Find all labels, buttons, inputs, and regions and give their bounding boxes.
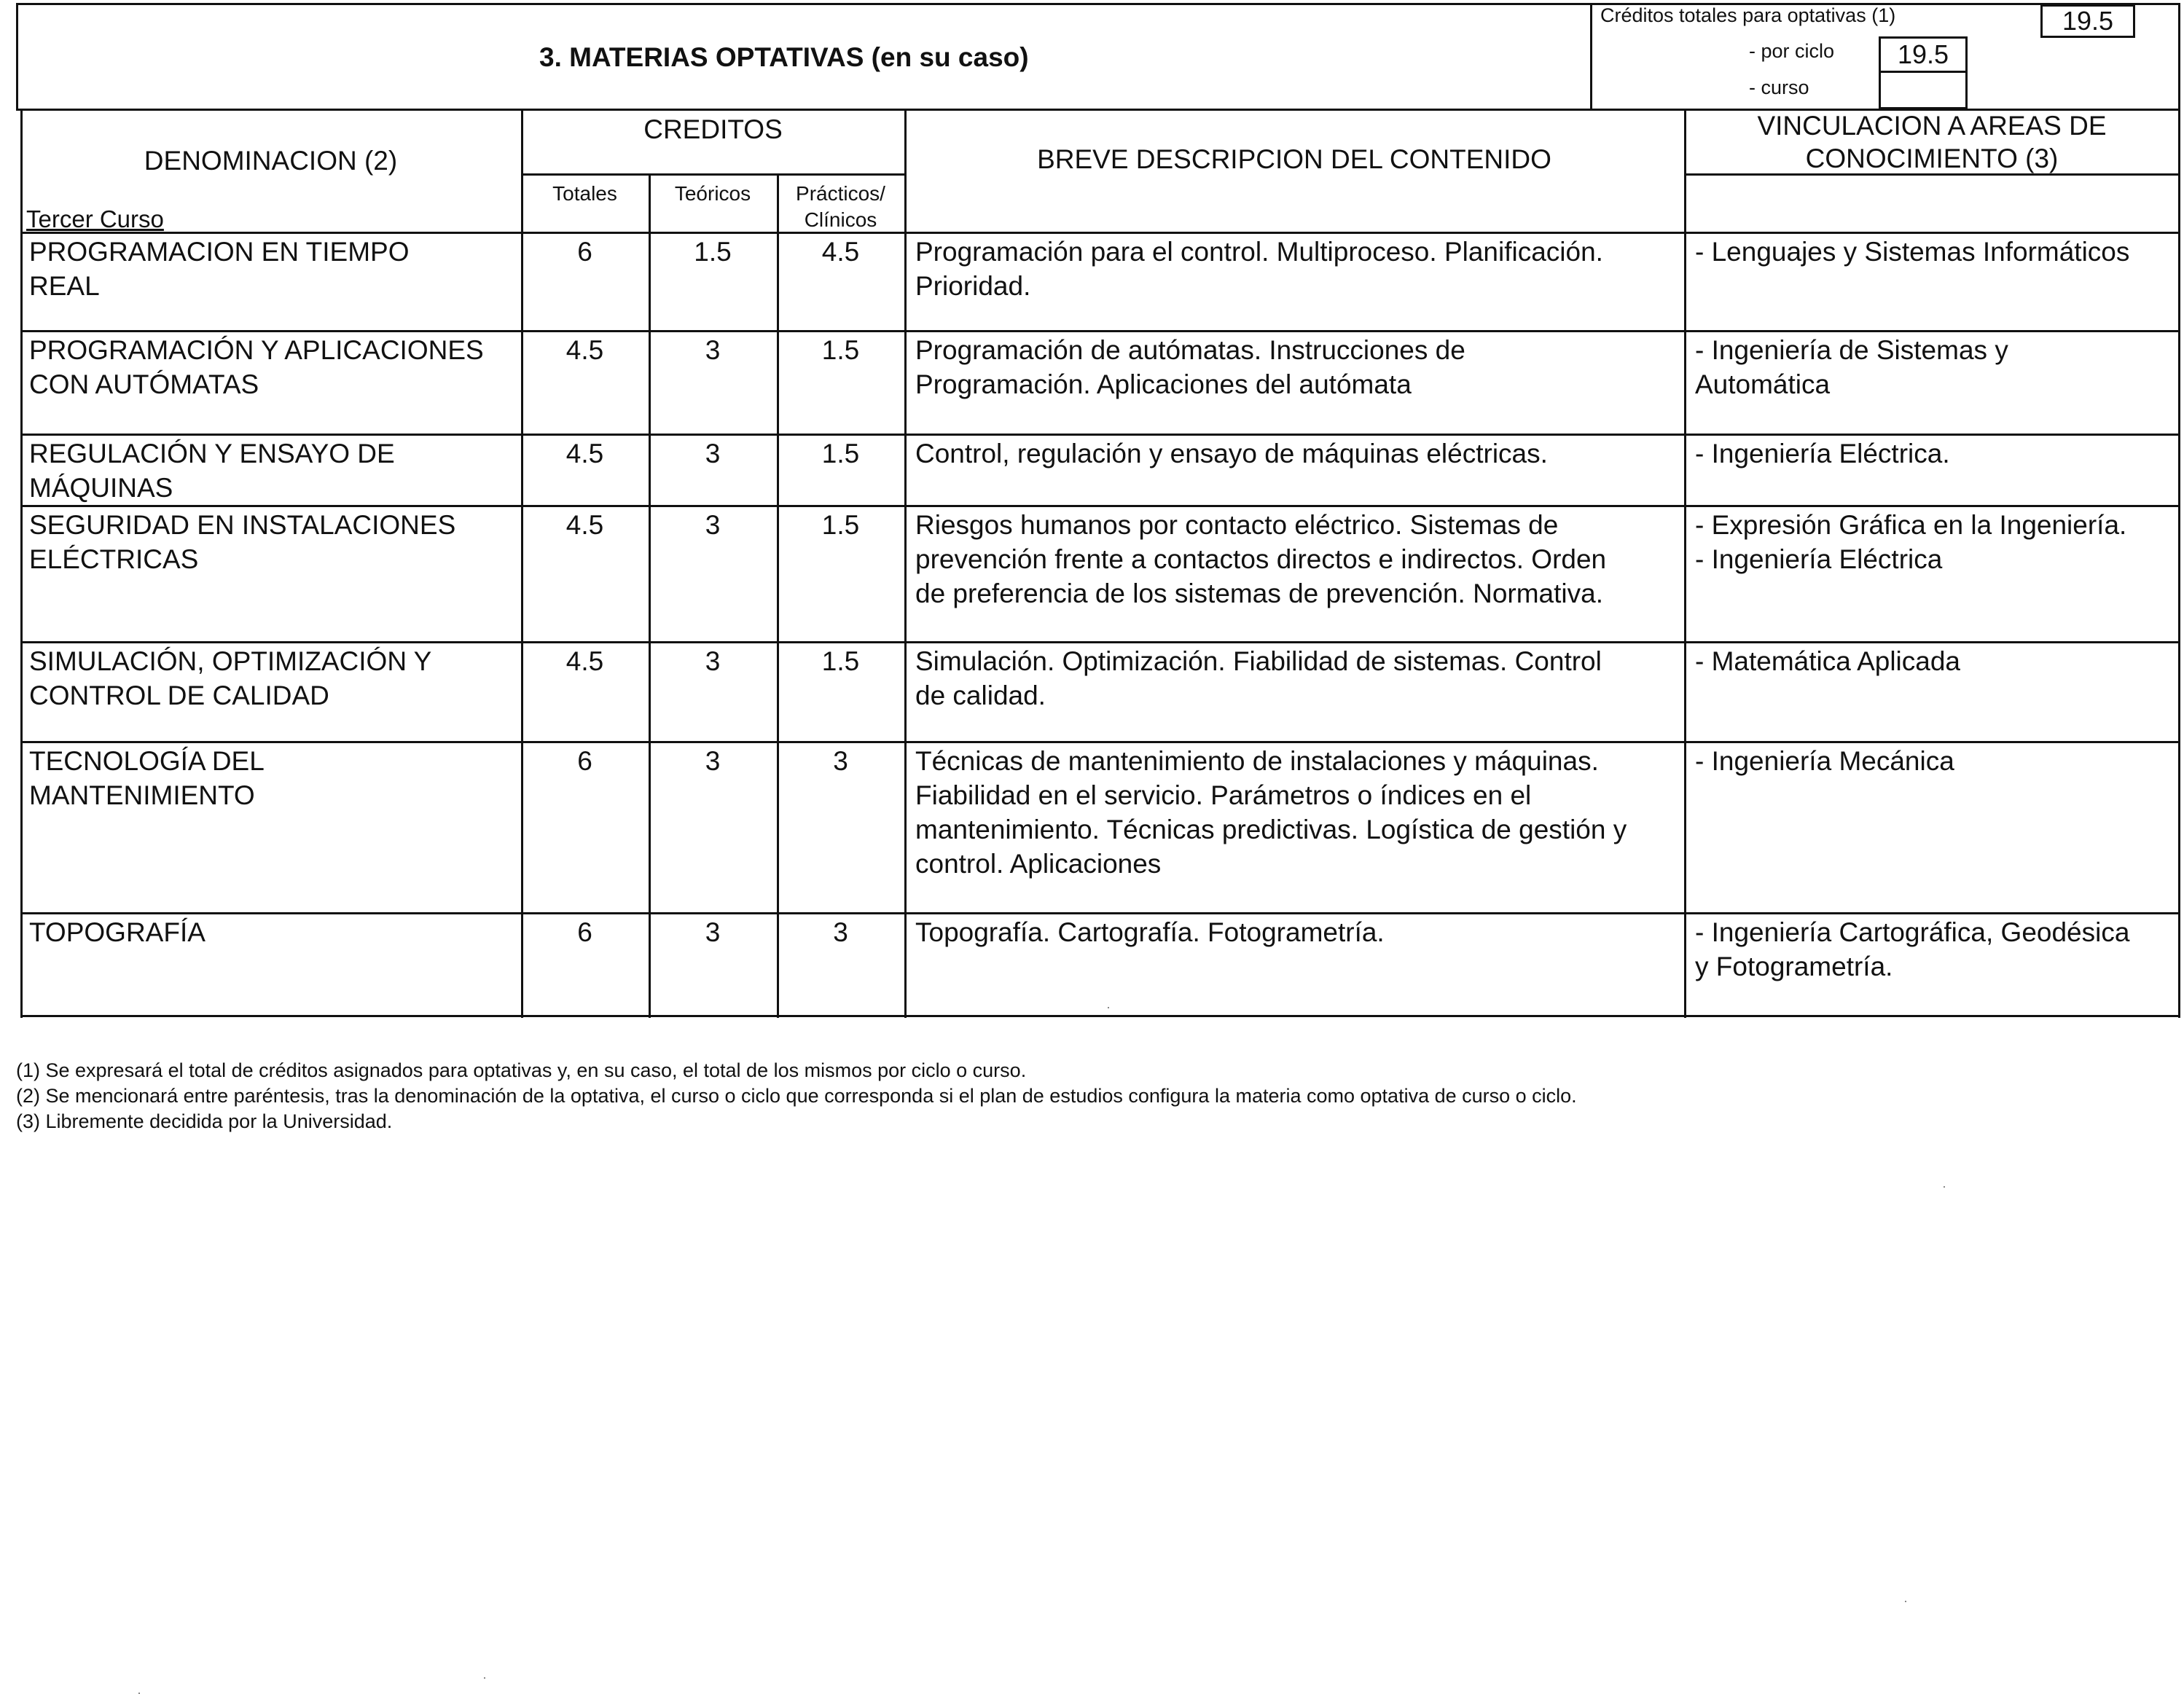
row-knowledge-areas	[1695, 915, 2176, 984]
per-course-label: - curso	[1749, 77, 1809, 98]
row-description	[915, 333, 1680, 401]
row-description	[915, 744, 1680, 881]
credits-total-value: 19.5	[2040, 4, 2135, 38]
row-name-line: ELÉCTRICAS	[29, 544, 199, 574]
row-knowledge-area-line: - Ingeniería Eléctrica	[1695, 544, 1943, 574]
footnote-1: (1) Se expresará el total de créditos asignados para optativas y, en su caso, el total de los mismos por ciclo o curso.	[16, 1059, 1027, 1081]
col-header-denominacion: DENOMINACION (2)	[144, 146, 398, 176]
row-description	[915, 436, 1680, 471]
row-name	[29, 644, 517, 713]
row-name-line: REAL	[29, 271, 100, 301]
row-description-line: Programación para el control. Multiproceso. Planificación.	[915, 237, 1603, 267]
row-description	[915, 508, 1680, 611]
row-knowledge-areas	[1695, 508, 2176, 576]
row-credits-totales: 4.5	[565, 510, 604, 540]
row-description-line: Programación de autómatas. Instrucciones de	[915, 335, 1465, 365]
row-description-line: control. Aplicaciones	[915, 849, 1162, 879]
row-knowledge-area-line: - Ingeniería Mecánica	[1695, 746, 1954, 776]
row-description	[915, 915, 1680, 949]
per-cycle-label: - por ciclo	[1749, 40, 1835, 62]
row-credits-teoricos: 3	[705, 746, 721, 776]
row-credits-totales: 4.5	[565, 646, 604, 676]
row-credits-practicos: 3	[833, 917, 848, 947]
row-description	[915, 235, 1680, 303]
row-credits-totales: 4.5	[565, 335, 604, 365]
row-name-line: PROGRAMACION EN TIEMPO	[29, 237, 410, 267]
footnote-2: (2) Se mencionará entre paréntesis, tras la denominación de la optativa, el curso o ciclo que corresponda si el plan de estudios configura la materia como optativa de curso o ciclo.	[16, 1085, 1577, 1107]
row-name-line: CONTROL DE CALIDAD	[29, 681, 329, 710]
row-description-line: prevención frente a contactos directos e indirectos. Orden	[915, 544, 1607, 574]
credits-total-label: Créditos totales para optativas (1)	[1600, 4, 1896, 26]
row-name	[29, 915, 517, 949]
row-description-line: Control, regulación y ensayo de máquinas eléctricas.	[915, 439, 1548, 468]
row-credits-practicos: 4.5	[821, 237, 860, 267]
row-name	[29, 508, 517, 576]
per-cycle-value: 19.5	[1879, 36, 1968, 73]
col-header-practicos-line2: Clínicos	[804, 208, 877, 231]
row-name-line: TECNOLOGÍA DEL	[29, 746, 265, 776]
per-course-value	[1879, 71, 1968, 109]
col-header-vinculacion-line1: VINCULACION A AREAS DE	[1757, 111, 2107, 141]
col-header-teoricos: Teóricos	[674, 182, 751, 205]
row-knowledge-area-line: - Expresión Gráfica en la Ingeniería.	[1695, 510, 2127, 540]
row-credits-teoricos: 1.5	[694, 237, 732, 267]
row-description-line: mantenimiento. Técnicas predictivas. Logística de gestión y	[915, 815, 1627, 844]
row-name-line: TOPOGRAFÍA	[29, 917, 206, 947]
row-knowledge-areas	[1695, 744, 2176, 778]
row-credits-totales: 4.5	[565, 439, 604, 468]
row-description-line: Prioridad.	[915, 271, 1031, 301]
row-credits-teoricos: 3	[705, 646, 721, 676]
col-header-practicos-line1: Prácticos/	[796, 182, 885, 205]
row-credits-practicos: 1.5	[821, 510, 860, 540]
row-knowledge-areas	[1695, 333, 2176, 401]
row-description-line: Fiabilidad en el servicio. Parámetros o índices en el	[915, 780, 1532, 810]
page-title: 3. MATERIAS OPTATIVAS (en su caso)	[539, 42, 1029, 72]
col-header-totales: Totales	[552, 182, 617, 205]
row-credits-teoricos: 3	[705, 335, 721, 365]
row-name	[29, 333, 517, 401]
col-header-descripcion: BREVE DESCRIPCION DEL CONTENIDO	[1037, 144, 1551, 174]
row-credits-practicos: 1.5	[821, 439, 860, 468]
row-description-line: Topografía. Cartografía. Fotogrametría.	[915, 917, 1385, 947]
row-credits-practicos: 1.5	[821, 646, 860, 676]
row-credits-totales: 6	[577, 917, 592, 947]
col-header-vinculacion	[1684, 109, 2180, 175]
row-credits-totales: 6	[577, 746, 592, 776]
row-name	[29, 235, 517, 303]
row-name-line: MÁQUINAS	[29, 473, 173, 503]
row-knowledge-area-line: - Ingeniería Eléctrica.	[1695, 439, 1950, 468]
row-knowledge-area-line: y Fotogrametría.	[1695, 952, 1893, 981]
row-knowledge-area-line: - Lenguajes y Sistemas Informáticos	[1695, 237, 2130, 267]
footnote-3: (3) Libremente decidida por la Universidad.	[16, 1110, 393, 1132]
course-label: Tercer Curso	[26, 205, 164, 232]
row-name	[29, 744, 517, 812]
row-name-line: SIMULACIÓN, OPTIMIZACIÓN Y	[29, 646, 432, 676]
row-credits-practicos: 1.5	[821, 335, 860, 365]
row-credits-teoricos: 3	[705, 510, 721, 540]
col-header-vinculacion-line2: CONOCIMIENTO (3)	[1805, 144, 2059, 173]
row-description-line: de calidad.	[915, 681, 1046, 710]
row-name	[29, 436, 517, 505]
row-name-line: PROGRAMACIÓN Y APLICACIONES	[29, 335, 484, 365]
col-header-practicos	[777, 181, 904, 233]
row-knowledge-area-line: - Ingeniería de Sistemas y	[1695, 335, 2008, 365]
row-description-line: de preferencia de los sistemas de prevención. Normativa.	[915, 579, 1603, 608]
row-knowledge-area-line: - Matemática Aplicada	[1695, 646, 1961, 676]
row-name-line: SEGURIDAD EN INSTALACIONES	[29, 510, 456, 540]
row-knowledge-area-line: Automática	[1695, 369, 1831, 399]
row-knowledge-area-line: - Ingeniería Cartográfica, Geodésica	[1695, 917, 2130, 947]
row-credits-teoricos: 3	[705, 917, 721, 947]
row-description-line: Técnicas de mantenimiento de instalaciones y máquinas.	[915, 746, 1599, 776]
row-credits-practicos: 3	[833, 746, 848, 776]
row-description	[915, 644, 1680, 713]
col-header-creditos: CREDITOS	[643, 114, 783, 144]
row-name-line: MANTENIMIENTO	[29, 780, 255, 810]
row-name-line: REGULACIÓN Y ENSAYO DE	[29, 439, 395, 468]
row-credits-teoricos: 3	[705, 439, 721, 468]
row-description-line: Simulación. Optimización. Fiabilidad de sistemas. Control	[915, 646, 1602, 676]
row-knowledge-areas	[1695, 235, 2176, 269]
row-credits-totales: 6	[577, 237, 592, 267]
row-knowledge-areas	[1695, 644, 2176, 678]
row-name-line: CON AUTÓMATAS	[29, 369, 259, 399]
row-description-line: Programación. Aplicaciones del autómata	[915, 369, 1412, 399]
row-knowledge-areas	[1695, 436, 2176, 471]
row-description-line: Riesgos humanos por contacto eléctrico. Sistemas de	[915, 510, 1559, 540]
